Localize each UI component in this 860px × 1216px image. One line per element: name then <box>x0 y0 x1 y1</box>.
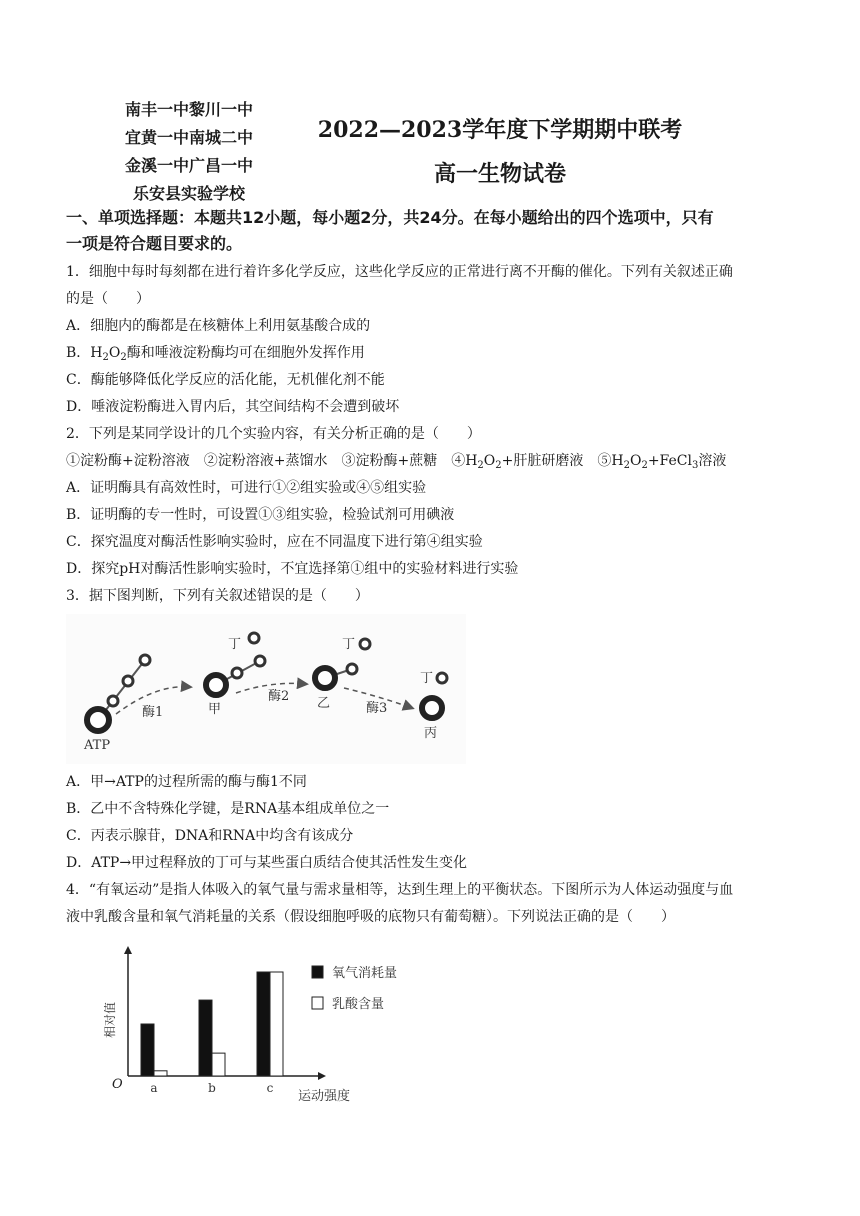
q4-stem-line1: 4．“有氧运动”是指人体吸入的氧气量与需求量相等，达到生理上的平衡状态。下图所示为人体运动强度与血 <box>66 882 734 898</box>
legend-swatch <box>312 966 323 978</box>
legend-label: 氧气消耗量 <box>332 966 398 981</box>
q1-stem-line2: 的是（ ） <box>66 291 150 307</box>
jia-label: 甲 <box>208 702 222 717</box>
ding-label: 丁 <box>228 637 242 652</box>
bing-label: 丙 <box>424 726 438 741</box>
section-heading-line: 一项是符合题目要求的。 <box>66 234 243 253</box>
q4-stem-line2: 液中乳酸含量和氧气消耗量的关系（假设细胞呼吸的底物只有葡萄糖）。下列说法正确的是（ ） <box>66 909 675 925</box>
x-axis-label: 运动强度 <box>298 1089 351 1104</box>
school-line: 金溪一中广昌一中 <box>124 156 253 175</box>
ding-label: 丁 <box>342 637 356 652</box>
exercise-bar-chart <box>100 940 420 1110</box>
ding-phosphate <box>249 633 259 643</box>
origin-label: O <box>112 1077 123 1092</box>
bar-b-series-0 <box>199 1000 212 1076</box>
q2-items: ①淀粉酶+淀粉溶液 ②淀粉溶液+蒸馏水 ③淀粉酶+蔗糖 $④H_2O_2+$肝脏研磨液 $⑤H_2O_2+FeCl_3$溶液 <box>66 453 727 471</box>
x-tick-label: c <box>266 1081 274 1095</box>
exam-subtitle: 高一生物试卷 <box>433 162 566 187</box>
school-line: 南丰一中黎川一中 <box>124 100 253 119</box>
q3-option-b: B．乙中不含特殊化学键，是RNA基本组成单位之一 <box>66 801 390 817</box>
q3-option-a: A．甲→ATP的过程所需的酶与酶1不同 <box>66 774 307 790</box>
q2-option-b: B．证明酶的专一性时，可设置①③组实验，检验试剂可用碘液 <box>66 507 455 523</box>
legend-swatch <box>312 997 323 1009</box>
q1-option-c: C．酶能够降低化学反应的活化能，无机催化剂不能 <box>66 372 385 388</box>
bar-b-series-1 <box>212 1053 225 1076</box>
x-tick-label: b <box>208 1081 216 1095</box>
bar-a-series-1 <box>154 1071 167 1076</box>
y-axis-label: 相对值 <box>103 1001 117 1039</box>
section-heading-line: 一、单项选择题：本题共12小题，每小题2分，共24分。在每小题给出的四个选项中，只有 <box>66 208 714 227</box>
exam-title: 2022—2023学年度下学期期中联考 <box>317 117 683 143</box>
atp-label: ATP <box>84 738 111 753</box>
q1-stem-line1: 1．细胞中每时每刻都在进行着许多化学反应，这些化学反应的正常进行离不开酶的催化。下列有关叙述正确 <box>66 264 733 280</box>
enzyme2-label: 酶2 <box>268 689 290 704</box>
x-axis-arrow <box>318 1072 326 1080</box>
bar-c-series-1 <box>270 972 283 1076</box>
q1-option-a: A．细胞内的酶都是在核糖体上利用氨基酸合成的 <box>66 318 371 334</box>
q2-stem: 2．下列是某同学设计的几个实验内容，有关分析正确的是（ ） <box>66 426 481 442</box>
q3-stem: 3．据下图判断，下列有关叙述错误的是（ ） <box>66 588 369 604</box>
ding-label: 丁 <box>420 671 434 686</box>
school-list <box>104 96 274 208</box>
school-line: 乐安县实验学校 <box>132 184 245 203</box>
ding-phosphate <box>360 639 370 649</box>
q2-option-d: D．探究pH对酶活性影响实验时，不宜选择第①组中的实验材料进行实验 <box>66 561 519 577</box>
q1-option-b: B．$H_2O_2$酶和唾液淀粉酶均可在细胞外发挥作用 <box>66 345 365 363</box>
yi-label: 乙 <box>317 696 331 711</box>
enzyme3-label: 酶3 <box>366 701 388 716</box>
y-axis-arrow <box>124 946 132 954</box>
section-heading <box>66 205 796 257</box>
school-line: 宜黄一中南城二中 <box>124 128 253 147</box>
figure-background <box>66 614 466 764</box>
q2-option-c: C．探究温度对酶活性影响实验时，应在不同温度下进行第④组实验 <box>66 534 483 550</box>
enzyme1-label: 酶1 <box>142 705 164 720</box>
q2-option-a: A．证明酶具有高效性时，可进行①②组实验或④⑤组实验 <box>66 480 427 496</box>
ding-phosphate <box>437 673 447 683</box>
q1-option-d: D．唾液淀粉酶进入胃内后，其空间结构不会遭到破坏 <box>66 399 400 415</box>
atp-hydrolysis-figure <box>66 614 466 764</box>
legend-label: 乳酸含量 <box>332 997 385 1012</box>
bar-c-series-0 <box>257 972 270 1076</box>
q3-option-c: C．丙表示腺苷，DNA和RNA中均含有该成分 <box>66 828 354 844</box>
bar-a-series-0 <box>141 1024 154 1076</box>
q3-option-d: D．ATP→甲过程释放的丁可与某些蛋白质结合使其活性发生变化 <box>66 855 468 871</box>
x-tick-label: a <box>150 1081 158 1095</box>
